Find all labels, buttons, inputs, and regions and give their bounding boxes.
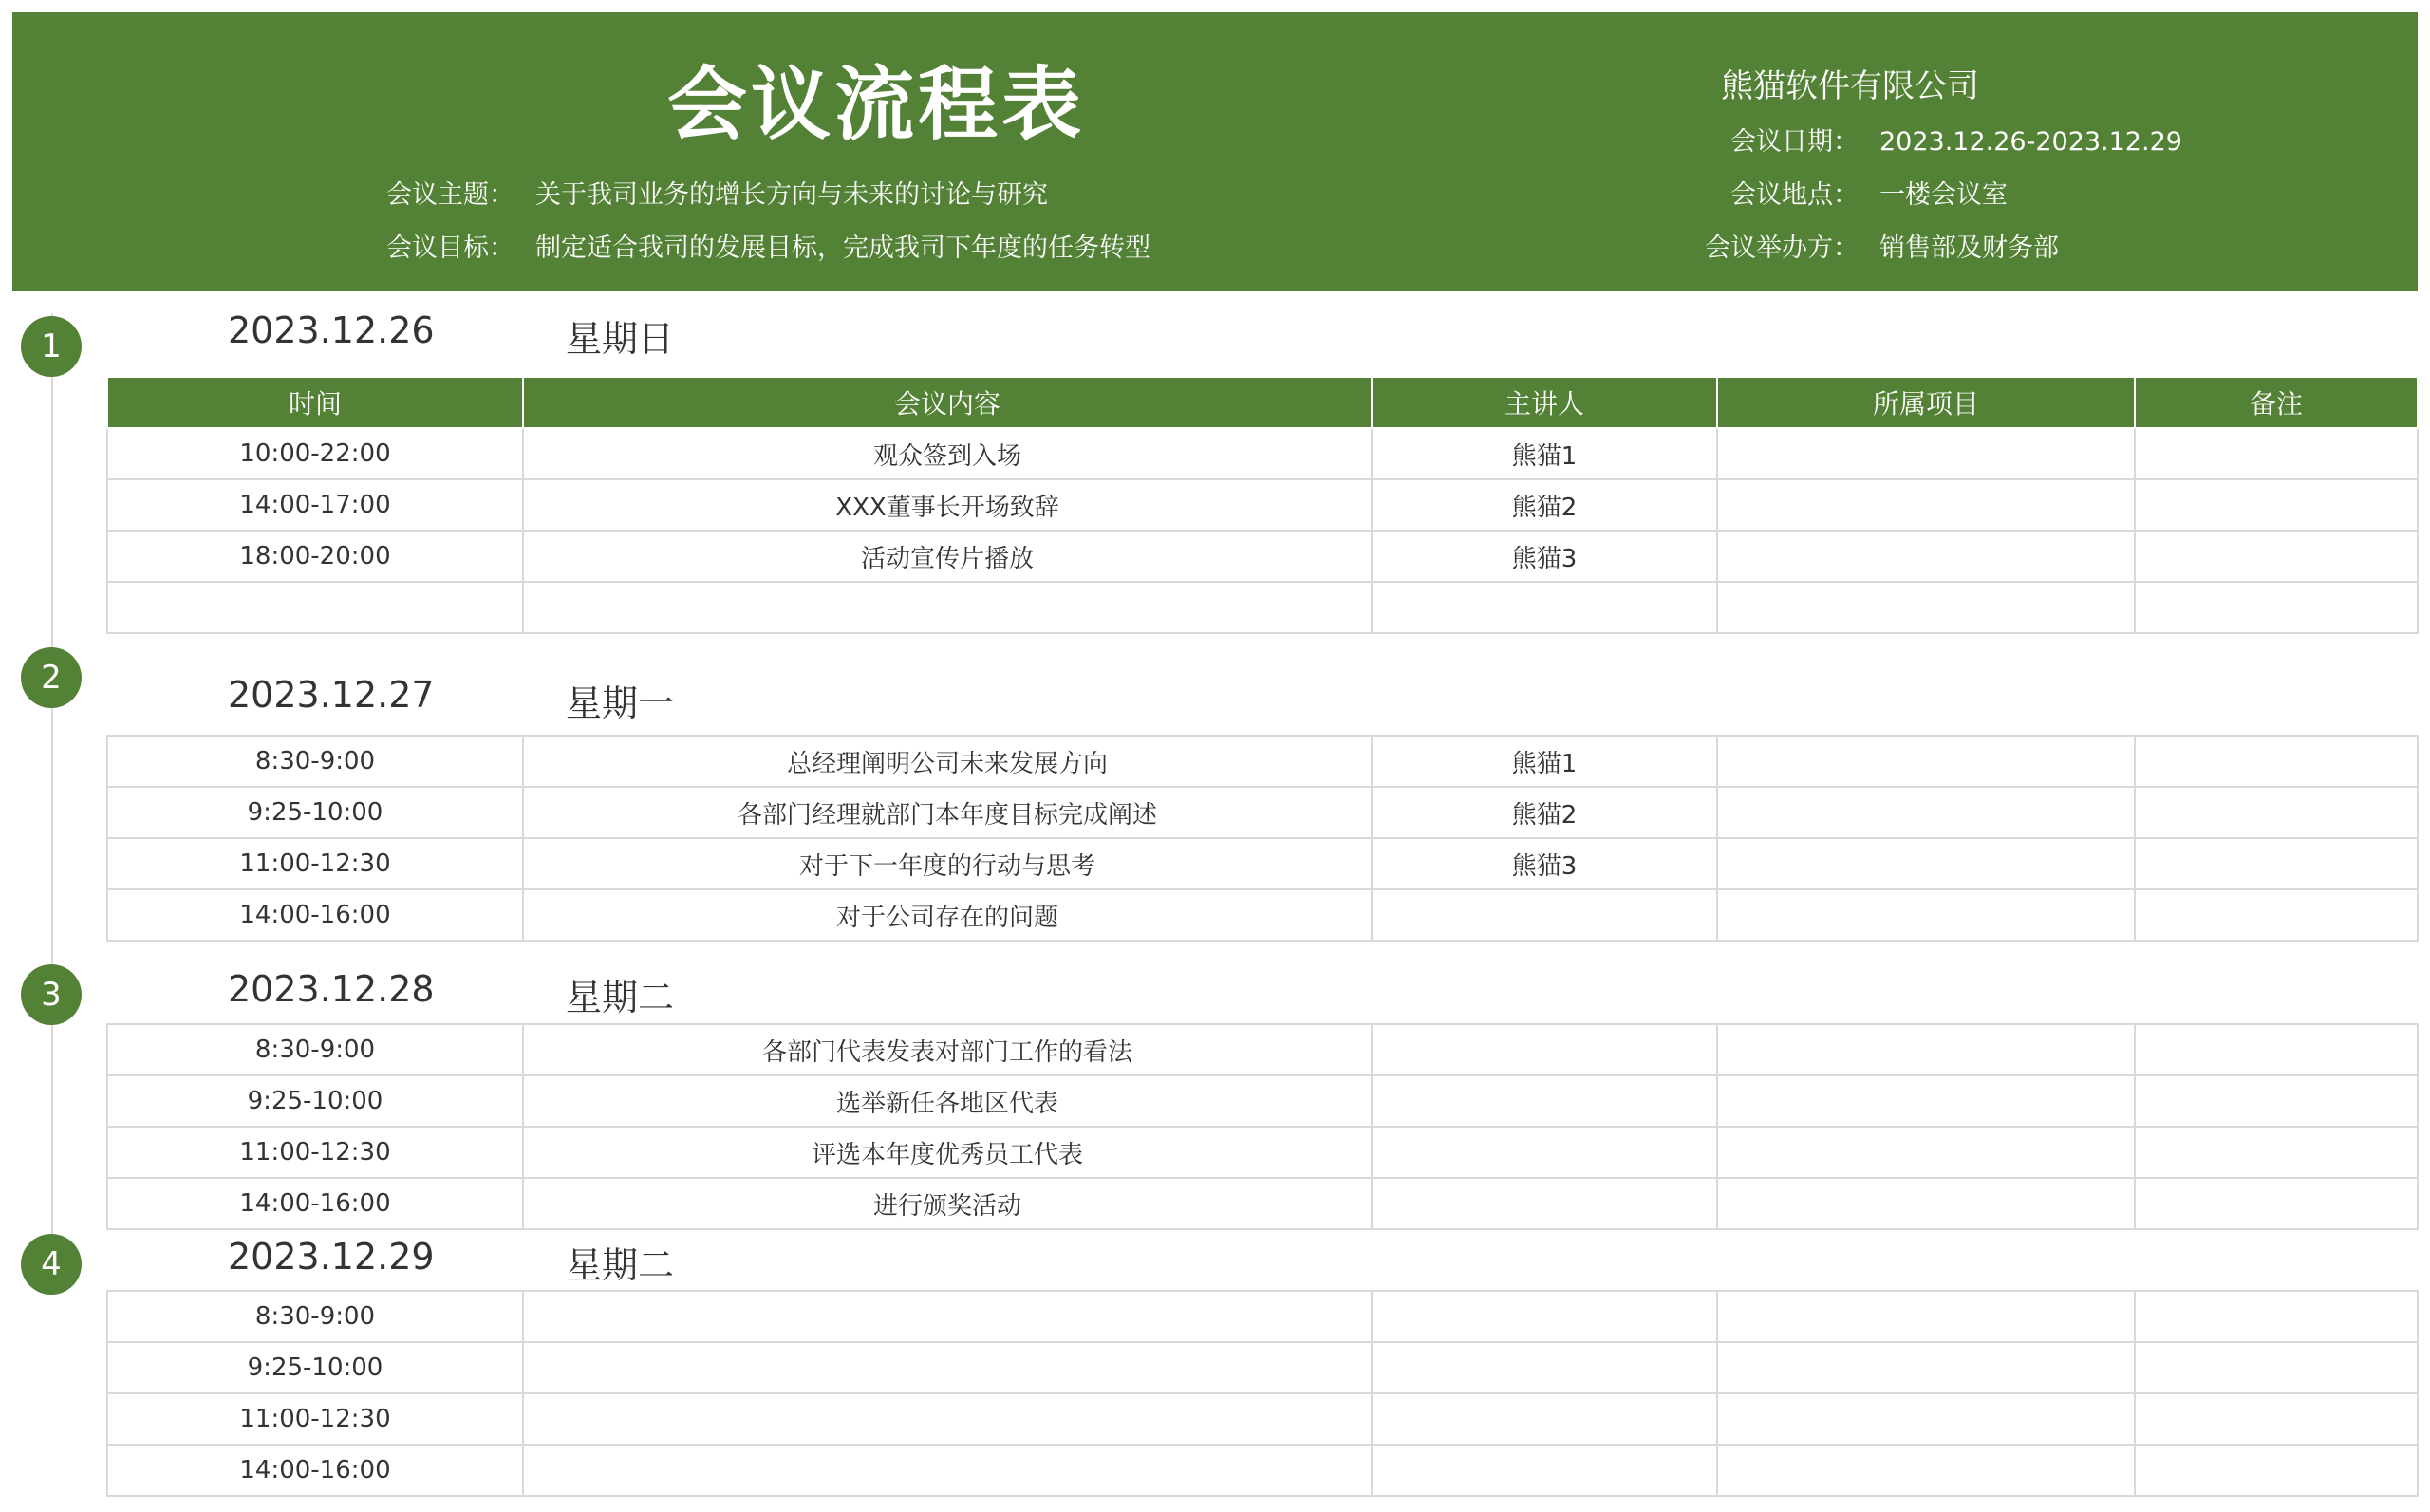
table-row: [107, 531, 2418, 582]
cell-project: [1717, 1342, 2135, 1393]
cell-project: [1717, 889, 2135, 941]
cell-notes: [2135, 1291, 2418, 1342]
day-badge: 1: [21, 316, 82, 377]
meeting-location: [1730, 174, 2008, 211]
cell-time: 8:30-9:00: [107, 1291, 523, 1342]
schedule-table-day3: [106, 1023, 2419, 1230]
location-value: 一楼会议室: [1879, 180, 2008, 210]
cell-notes: [2135, 531, 2418, 582]
day-date: 2023.12.27: [228, 674, 435, 716]
cell-content: [523, 1342, 1372, 1393]
cell-notes: [2135, 1445, 2418, 1496]
cell-content: 活动宣传片播放: [523, 531, 1372, 582]
cell-project: [1717, 1393, 2135, 1445]
cell-time: 14:00-16:00: [107, 1445, 523, 1496]
table-row: [107, 1393, 2418, 1445]
day-badge: 3: [21, 964, 82, 1025]
cell-time: 14:00-16:00: [107, 889, 523, 941]
cell-notes: [2135, 1127, 2418, 1178]
cell-notes: [2135, 428, 2418, 479]
goal-value: 制定适合我司的发展目标，完成我司下年度的任务转型: [535, 233, 1150, 263]
table-row: [107, 736, 2418, 787]
cell-content: 总经理阐明公司未来发展方向: [523, 736, 1372, 787]
cell-project: [1717, 1291, 2135, 1342]
cell-time: 14:00-17:00: [107, 479, 523, 531]
cell-content: 进行颁奖活动: [523, 1178, 1372, 1229]
meeting-date: [1730, 121, 2182, 158]
cell-notes: [2135, 1075, 2418, 1127]
cell-content: [523, 1291, 1372, 1342]
cell-speaker: [1372, 1024, 1717, 1075]
day-weekday: 星期二: [566, 977, 675, 1018]
column-header-project: 所属项目: [1717, 377, 2135, 428]
cell-content: 各部门经理就部门本年度目标完成阐述: [523, 787, 1372, 838]
cell-time: 8:30-9:00: [107, 736, 523, 787]
cell-content: [523, 1393, 1372, 1445]
cell-speaker: [1372, 1178, 1717, 1229]
cell-speaker: [1372, 582, 1717, 633]
cell-content: 评选本年度优秀员工代表: [523, 1127, 1372, 1178]
goal-label: 会议目标：: [386, 233, 514, 263]
cell-speaker: 熊猫1: [1372, 428, 1717, 479]
day-badge: 4: [21, 1234, 82, 1295]
cell-speaker: [1372, 1393, 1717, 1445]
cell-content: 观众签到入场: [523, 428, 1372, 479]
cell-project: [1717, 838, 2135, 889]
cell-content: 各部门代表发表对部门工作的看法: [523, 1024, 1372, 1075]
table-row: [107, 1024, 2418, 1075]
cell-project: [1717, 428, 2135, 479]
meeting-goal: [386, 227, 1150, 264]
day-date: 2023.12.29: [228, 1236, 435, 1278]
cell-project: [1717, 582, 2135, 633]
cell-time: 9:25-10:00: [107, 787, 523, 838]
cell-project: [1717, 1127, 2135, 1178]
cell-time: 9:25-10:00: [107, 1342, 523, 1393]
cell-time: 11:00-12:30: [107, 1393, 523, 1445]
table-row: [107, 838, 2418, 889]
schedule-table-day4: [106, 1290, 2419, 1497]
table-row: [107, 1178, 2418, 1229]
cell-content: 对于公司存在的问题: [523, 889, 1372, 941]
cell-project: [1717, 1024, 2135, 1075]
column-header-speaker: 主讲人: [1372, 377, 1717, 428]
cell-time: 11:00-12:30: [107, 838, 523, 889]
cell-content: [523, 1445, 1372, 1496]
theme-value: 关于我司业务的增长方向与未来的讨论与研究: [535, 180, 1048, 210]
cell-time: 9:25-10:00: [107, 1075, 523, 1127]
cell-notes: [2135, 479, 2418, 531]
cell-speaker: [1372, 889, 1717, 941]
table-row: [107, 1075, 2418, 1127]
table-row: [107, 428, 2418, 479]
cell-notes: [2135, 1024, 2418, 1075]
table-row: [107, 889, 2418, 941]
cell-notes: [2135, 1178, 2418, 1229]
cell-project: [1717, 1178, 2135, 1229]
table-row: [107, 1127, 2418, 1178]
cell-speaker: [1372, 1291, 1717, 1342]
cell-project: [1717, 479, 2135, 531]
cell-content: [523, 582, 1372, 633]
cell-time: 11:00-12:30: [107, 1127, 523, 1178]
timeline-line: [51, 313, 53, 1262]
cell-time: 14:00-16:00: [107, 1178, 523, 1229]
cell-time: [107, 582, 523, 633]
cell-speaker: 熊猫2: [1372, 787, 1717, 838]
meeting-theme: [386, 174, 1048, 211]
cell-speaker: [1372, 1127, 1717, 1178]
cell-notes: [2135, 1342, 2418, 1393]
column-header-content: 会议内容: [523, 377, 1372, 428]
cell-speaker: [1372, 1445, 1717, 1496]
cell-notes: [2135, 787, 2418, 838]
day-badge: 2: [21, 647, 82, 708]
day-weekday: 星期二: [566, 1244, 675, 1286]
cell-content: 对于下一年度的行动与思考: [523, 838, 1372, 889]
cell-notes: [2135, 582, 2418, 633]
day-weekday: 星期日: [566, 318, 675, 360]
cell-speaker: [1372, 1075, 1717, 1127]
cell-time: 10:00-22:00: [107, 428, 523, 479]
cell-speaker: 熊猫3: [1372, 838, 1717, 889]
cell-project: [1717, 1075, 2135, 1127]
table-row: [107, 1342, 2418, 1393]
table-row: [107, 1445, 2418, 1496]
page-title: 会议流程表: [666, 58, 1085, 151]
schedule-table-day1: [106, 376, 2419, 634]
meeting-organizer: [1705, 227, 2059, 264]
cell-speaker: 熊猫1: [1372, 736, 1717, 787]
cell-content: XXX董事长开场致辞: [523, 479, 1372, 531]
cell-speaker: 熊猫3: [1372, 531, 1717, 582]
theme-label: 会议主题：: [386, 180, 514, 210]
day-date: 2023.12.26: [228, 309, 435, 351]
cell-notes: [2135, 1393, 2418, 1445]
cell-notes: [2135, 889, 2418, 941]
cell-project: [1717, 787, 2135, 838]
cell-speaker: [1372, 1342, 1717, 1393]
cell-time: 18:00-20:00: [107, 531, 523, 582]
day-weekday: 星期一: [566, 682, 675, 724]
schedule-table-day2: [106, 735, 2419, 942]
day-date: 2023.12.28: [228, 968, 435, 1010]
date-label: 会议日期：: [1730, 127, 1859, 157]
cell-notes: [2135, 838, 2418, 889]
date-value: 2023.12.26-2023.12.29: [1879, 127, 2182, 157]
table-header-row: [107, 377, 2418, 428]
column-header-time: 时间: [107, 377, 523, 428]
cell-project: [1717, 531, 2135, 582]
organizer-value: 销售部及财务部: [1879, 233, 2059, 263]
organizer-label: 会议举办方：: [1705, 233, 1859, 263]
table-row: [107, 582, 2418, 633]
column-header-notes: 备注: [2135, 377, 2418, 428]
cell-project: [1717, 736, 2135, 787]
table-row: [107, 1291, 2418, 1342]
company-name: 熊猫软件有限公司: [1721, 67, 1979, 105]
cell-speaker: 熊猫2: [1372, 479, 1717, 531]
table-row: [107, 787, 2418, 838]
cell-notes: [2135, 736, 2418, 787]
location-label: 会议地点：: [1730, 180, 1859, 210]
cell-content: 选举新任各地区代表: [523, 1075, 1372, 1127]
table-row: [107, 479, 2418, 531]
cell-time: 8:30-9:00: [107, 1024, 523, 1075]
cell-project: [1717, 1445, 2135, 1496]
header-banner: [12, 12, 2418, 291]
